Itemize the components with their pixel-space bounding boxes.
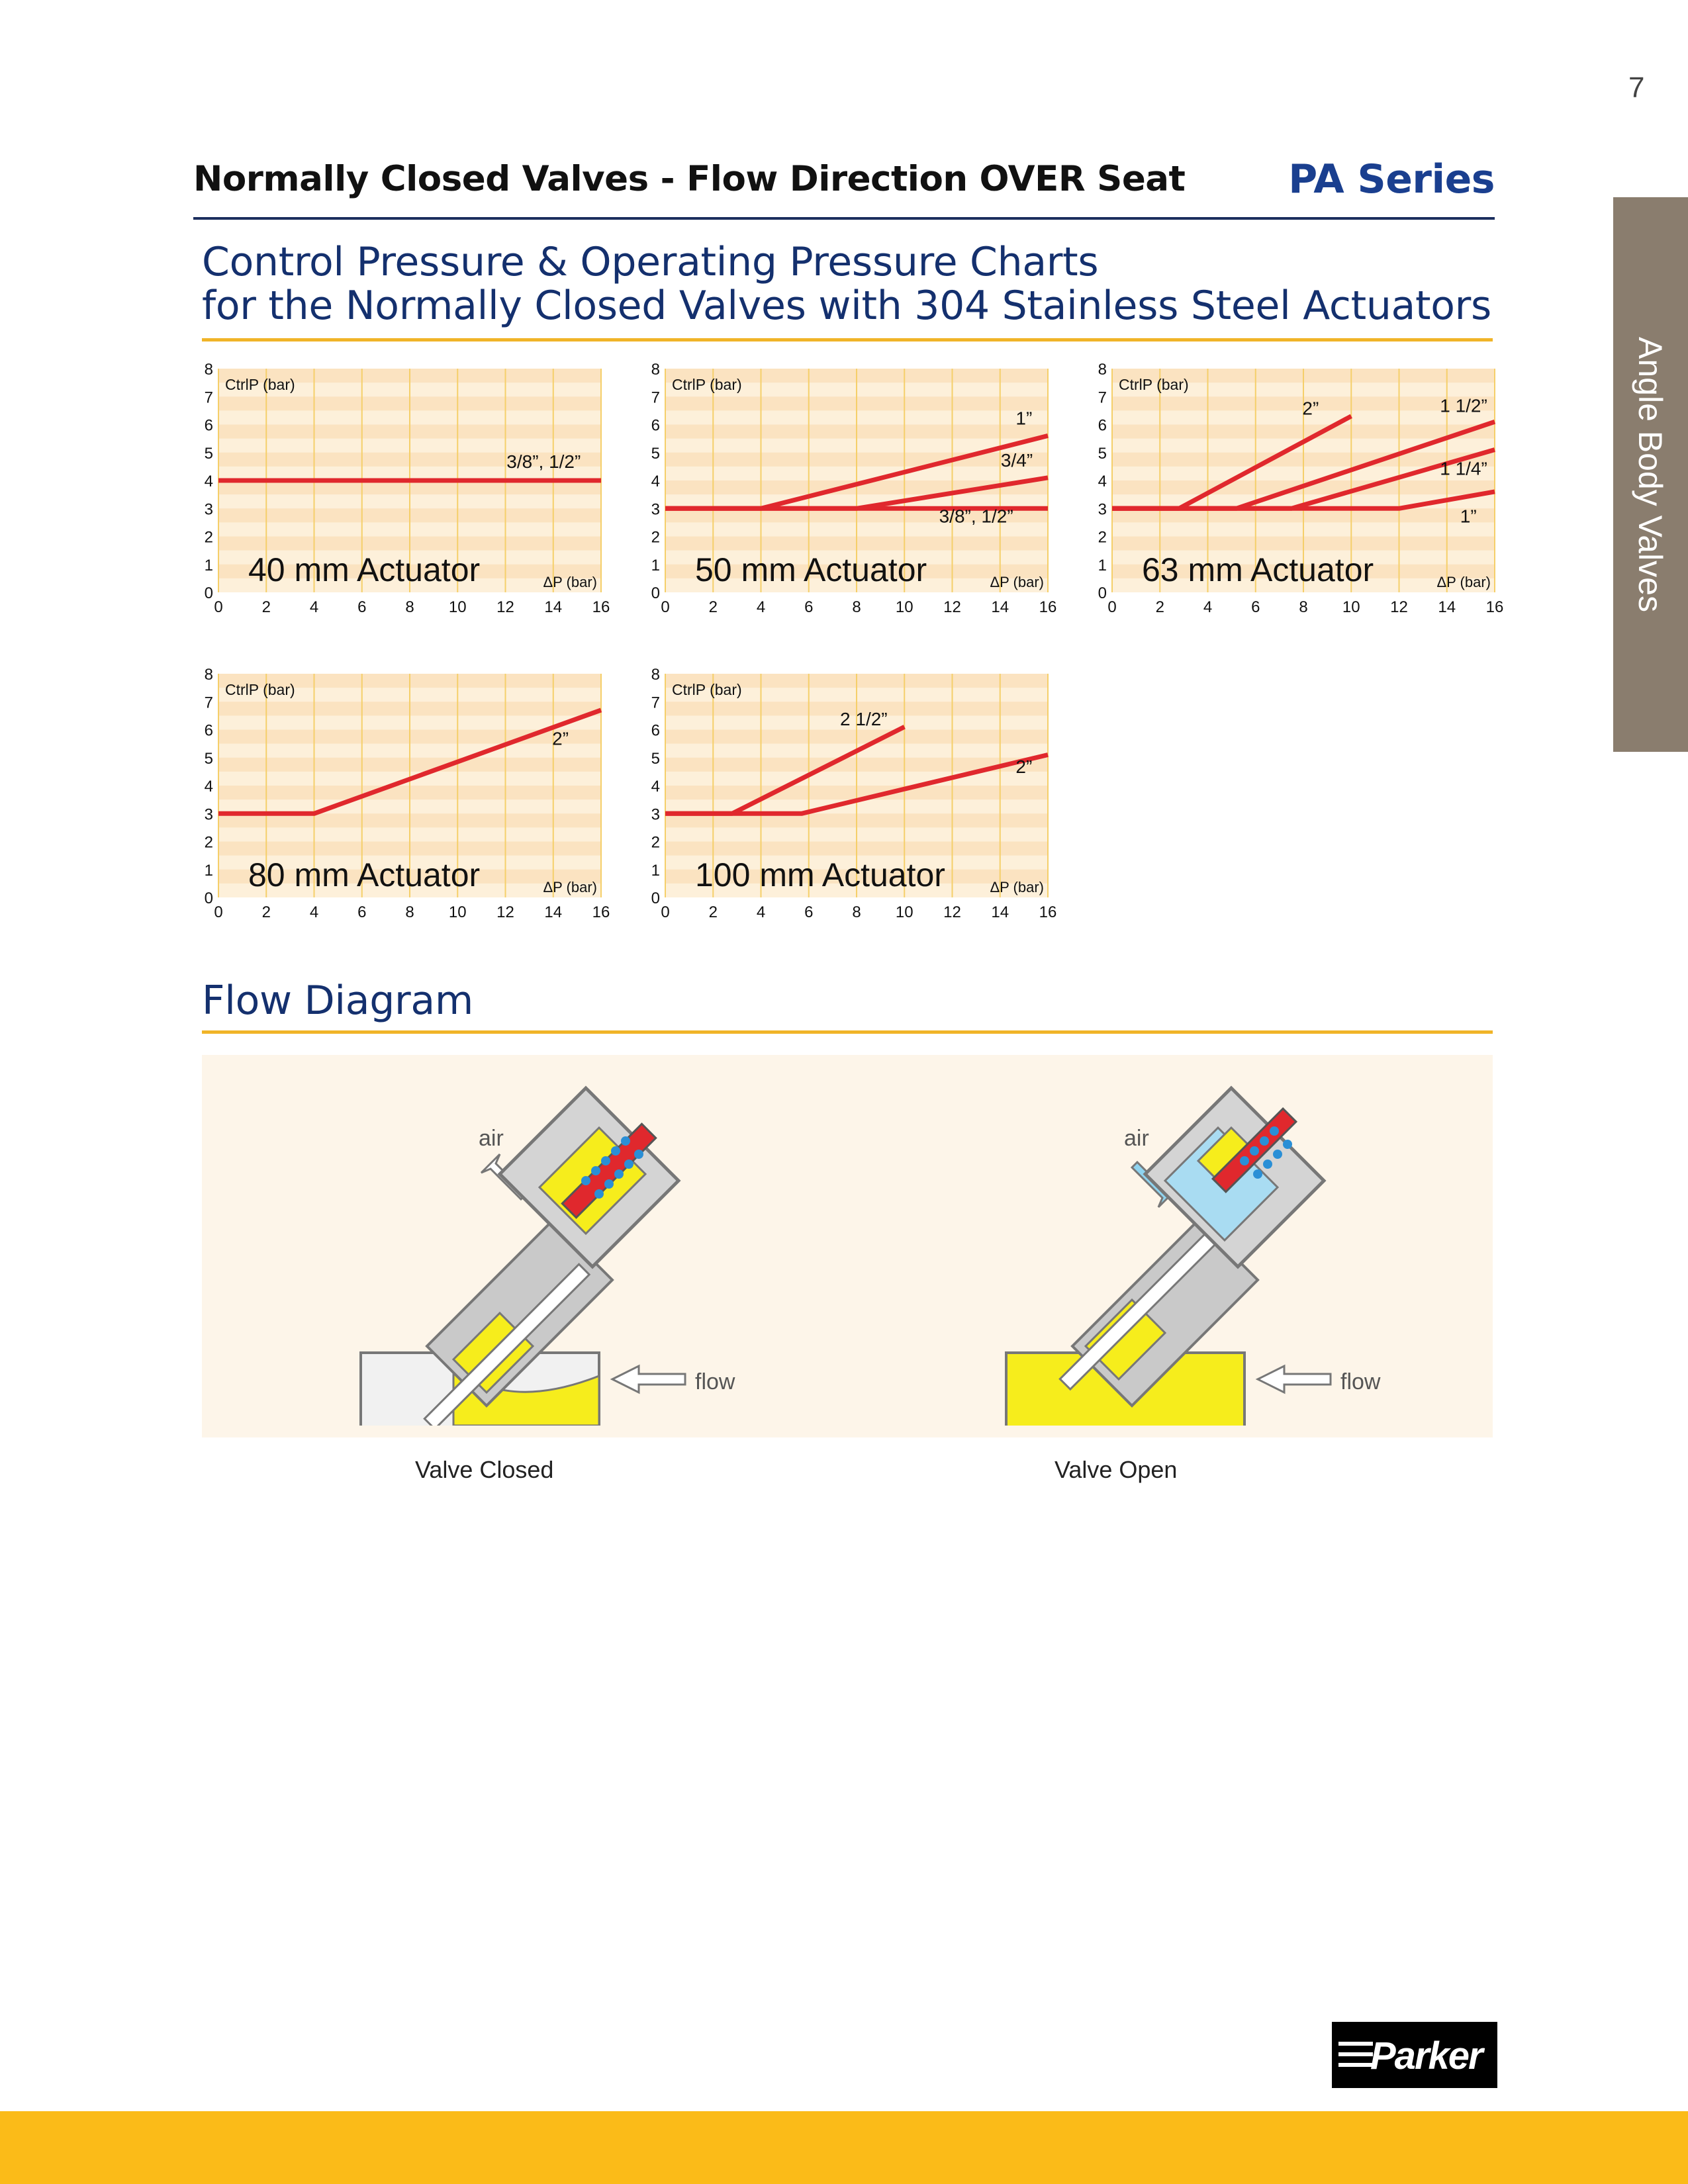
y-tick-label: 0 bbox=[204, 584, 213, 602]
x-tick-label: 2 bbox=[708, 903, 718, 921]
y-tick-label: 6 bbox=[651, 721, 660, 740]
chart-50mm bbox=[639, 361, 1102, 645]
x-tick-label: 12 bbox=[943, 598, 961, 616]
air-label: air bbox=[1124, 1126, 1149, 1151]
logo-text: Parker bbox=[1370, 2034, 1482, 2077]
y-tick-label: 8 bbox=[651, 666, 660, 684]
y-tick-label: 7 bbox=[1098, 388, 1107, 407]
page-number: 7 bbox=[1628, 71, 1645, 104]
x-axis-label: ΔP (bar) bbox=[543, 574, 597, 590]
x-tick-label: 8 bbox=[852, 598, 861, 616]
y-tick-label: 7 bbox=[651, 694, 660, 712]
x-tick-label: 8 bbox=[852, 903, 861, 921]
series-label: 3/4” bbox=[1000, 449, 1033, 471]
x-tick-label: 6 bbox=[804, 598, 814, 616]
flow-arrow-icon bbox=[612, 1366, 685, 1392]
x-axis-label: ΔP (bar) bbox=[990, 574, 1044, 590]
chart-title: 50 mm Actuator bbox=[695, 551, 927, 588]
x-tick-label: 14 bbox=[1438, 598, 1456, 616]
chart-title: 40 mm Actuator bbox=[248, 551, 481, 588]
y-tick-label: 4 bbox=[204, 778, 213, 796]
y-tick-label: 4 bbox=[1098, 473, 1107, 490]
x-tick-label: 16 bbox=[592, 598, 610, 616]
y-tick-label: 3 bbox=[651, 500, 660, 519]
y-tick-label: 3 bbox=[204, 805, 213, 824]
series-label: 2” bbox=[552, 728, 569, 749]
chart-40mm bbox=[192, 361, 655, 645]
x-tick-label: 12 bbox=[1390, 598, 1408, 616]
x-tick-label: 12 bbox=[943, 903, 961, 921]
x-tick-label: 14 bbox=[991, 903, 1009, 921]
x-tick-label: 4 bbox=[756, 903, 766, 921]
x-tick-label: 14 bbox=[544, 598, 563, 616]
valve-closed-illustration bbox=[334, 1081, 811, 1426]
x-tick-label: 0 bbox=[214, 903, 223, 921]
flow-section-rule bbox=[202, 1030, 1493, 1034]
series-label: 2 1/2” bbox=[840, 709, 888, 730]
series-label: 1 1/4” bbox=[1440, 458, 1487, 479]
y-tick-label: 8 bbox=[1098, 361, 1107, 379]
y-tick-label: 2 bbox=[204, 833, 213, 852]
y-tick-label: 2 bbox=[651, 528, 660, 547]
footer-bar bbox=[0, 2111, 1688, 2184]
chart-63mm bbox=[1086, 361, 1549, 645]
x-tick-label: 0 bbox=[661, 903, 670, 921]
x-tick-label: 12 bbox=[496, 903, 514, 921]
y-tick-label: 5 bbox=[651, 444, 660, 463]
valve-open-illustration bbox=[980, 1081, 1456, 1426]
chart-title: 80 mm Actuator bbox=[248, 856, 481, 893]
x-tick-label: 6 bbox=[357, 598, 367, 616]
x-tick-label: 14 bbox=[991, 598, 1009, 616]
charts-section-title-line2: for the Normally Closed Valves with 304 Stainless Steel Actuators bbox=[202, 283, 1491, 329]
y-axis-label: CtrlP (bar) bbox=[225, 376, 295, 393]
y-tick-label: 6 bbox=[204, 721, 213, 740]
y-tick-label: 0 bbox=[651, 889, 660, 907]
y-tick-label: 6 bbox=[651, 416, 660, 435]
x-tick-label: 16 bbox=[1039, 598, 1057, 616]
flow-arrow-icon bbox=[1258, 1366, 1331, 1392]
header-rule bbox=[193, 217, 1495, 220]
x-tick-label: 16 bbox=[1485, 598, 1504, 616]
x-tick-label: 8 bbox=[1299, 598, 1308, 616]
y-tick-label: 1 bbox=[204, 556, 213, 574]
x-tick-label: 6 bbox=[1251, 598, 1260, 616]
chart-title: 100 mm Actuator bbox=[695, 856, 945, 893]
y-axis-label: CtrlP (bar) bbox=[1119, 376, 1189, 393]
header-title: Normally Closed Valves - Flow Direction OVER Seat bbox=[193, 159, 1186, 199]
y-tick-label: 8 bbox=[204, 361, 213, 379]
x-tick-label: 10 bbox=[448, 598, 467, 616]
y-tick-label: 0 bbox=[204, 889, 213, 907]
x-tick-label: 10 bbox=[895, 598, 914, 616]
y-tick-label: 3 bbox=[1098, 500, 1107, 519]
y-tick-label: 6 bbox=[1098, 416, 1107, 435]
x-tick-label: 4 bbox=[309, 598, 319, 616]
series-label: 2” bbox=[1015, 756, 1033, 777]
y-tick-label: 7 bbox=[204, 388, 213, 407]
x-tick-label: 16 bbox=[1039, 903, 1057, 921]
air-label: air bbox=[479, 1126, 504, 1151]
x-tick-label: 10 bbox=[448, 903, 467, 921]
y-axis-label: CtrlP (bar) bbox=[672, 376, 742, 393]
flow-label: flow bbox=[695, 1369, 735, 1394]
chart-80mm bbox=[192, 666, 655, 950]
caption-valve-closed: Valve Closed bbox=[415, 1456, 554, 1483]
y-tick-label: 2 bbox=[204, 528, 213, 547]
y-tick-label: 8 bbox=[204, 666, 213, 684]
y-axis-label: CtrlP (bar) bbox=[672, 681, 742, 698]
x-tick-label: 0 bbox=[214, 598, 223, 616]
x-tick-label: 0 bbox=[1107, 598, 1117, 616]
chart-title: 63 mm Actuator bbox=[1142, 551, 1374, 588]
y-tick-label: 5 bbox=[651, 749, 660, 768]
x-tick-label: 6 bbox=[357, 903, 367, 921]
series-label: 3/8”, 1/2” bbox=[939, 506, 1013, 527]
y-tick-label: 1 bbox=[204, 861, 213, 880]
series-label: 1” bbox=[1015, 408, 1033, 429]
x-tick-label: 2 bbox=[708, 598, 718, 616]
y-tick-label: 1 bbox=[1098, 556, 1107, 574]
y-tick-label: 5 bbox=[1098, 444, 1107, 463]
y-tick-label: 8 bbox=[651, 361, 660, 379]
y-tick-label: 2 bbox=[651, 833, 660, 852]
x-axis-label: ΔP (bar) bbox=[1436, 574, 1491, 590]
flow-diagram-panel bbox=[202, 1055, 1493, 1437]
y-tick-label: 3 bbox=[204, 500, 213, 519]
caption-valve-open: Valve Open bbox=[1055, 1456, 1178, 1483]
series-label: 1 1/2” bbox=[1440, 395, 1487, 416]
x-axis-label: ΔP (bar) bbox=[543, 879, 597, 895]
y-tick-label: 6 bbox=[204, 416, 213, 435]
x-tick-label: 10 bbox=[1342, 598, 1360, 616]
x-tick-label: 2 bbox=[261, 903, 271, 921]
y-tick-label: 7 bbox=[204, 694, 213, 712]
y-tick-label: 2 bbox=[1098, 528, 1107, 547]
y-axis-label: CtrlP (bar) bbox=[225, 681, 295, 698]
series-label: 1” bbox=[1460, 506, 1477, 527]
y-tick-label: 5 bbox=[204, 444, 213, 463]
x-tick-label: 14 bbox=[544, 903, 563, 921]
y-tick-label: 7 bbox=[651, 388, 660, 407]
x-tick-label: 16 bbox=[592, 903, 610, 921]
y-tick-label: 4 bbox=[204, 473, 213, 490]
x-tick-label: 4 bbox=[756, 598, 766, 616]
x-tick-label: 4 bbox=[309, 903, 319, 921]
x-tick-label: 8 bbox=[405, 598, 414, 616]
y-tick-label: 5 bbox=[204, 749, 213, 768]
x-tick-label: 2 bbox=[1155, 598, 1164, 616]
y-tick-label: 0 bbox=[1098, 584, 1107, 602]
x-axis-label: ΔP (bar) bbox=[990, 879, 1044, 895]
side-tab-label: Angle Body Valves bbox=[1632, 337, 1669, 612]
x-tick-label: 8 bbox=[405, 903, 414, 921]
y-tick-label: 1 bbox=[651, 556, 660, 574]
charts-section-rule bbox=[202, 338, 1493, 341]
parker-logo bbox=[1332, 2022, 1497, 2088]
x-tick-label: 6 bbox=[804, 903, 814, 921]
side-tab bbox=[1613, 197, 1688, 752]
x-tick-label: 2 bbox=[261, 598, 271, 616]
y-tick-label: 4 bbox=[651, 778, 660, 796]
x-tick-label: 10 bbox=[895, 903, 914, 921]
series-label: 3/8”, 1/2” bbox=[506, 451, 581, 472]
x-tick-label: 12 bbox=[496, 598, 514, 616]
series-label: 2” bbox=[1302, 398, 1319, 419]
x-tick-label: 0 bbox=[661, 598, 670, 616]
y-tick-label: 4 bbox=[651, 473, 660, 490]
chart-100mm bbox=[639, 666, 1102, 950]
y-tick-label: 1 bbox=[651, 861, 660, 880]
flow-section-title: Flow Diagram bbox=[202, 978, 474, 1024]
y-tick-label: 0 bbox=[651, 584, 660, 602]
flow-label: flow bbox=[1340, 1369, 1381, 1394]
x-tick-label: 4 bbox=[1203, 598, 1213, 616]
y-tick-label: 3 bbox=[651, 805, 660, 824]
header-series: PA Series bbox=[1288, 156, 1495, 203]
charts-section-title-line1: Control Pressure & Operating Pressure Charts bbox=[202, 239, 1099, 285]
